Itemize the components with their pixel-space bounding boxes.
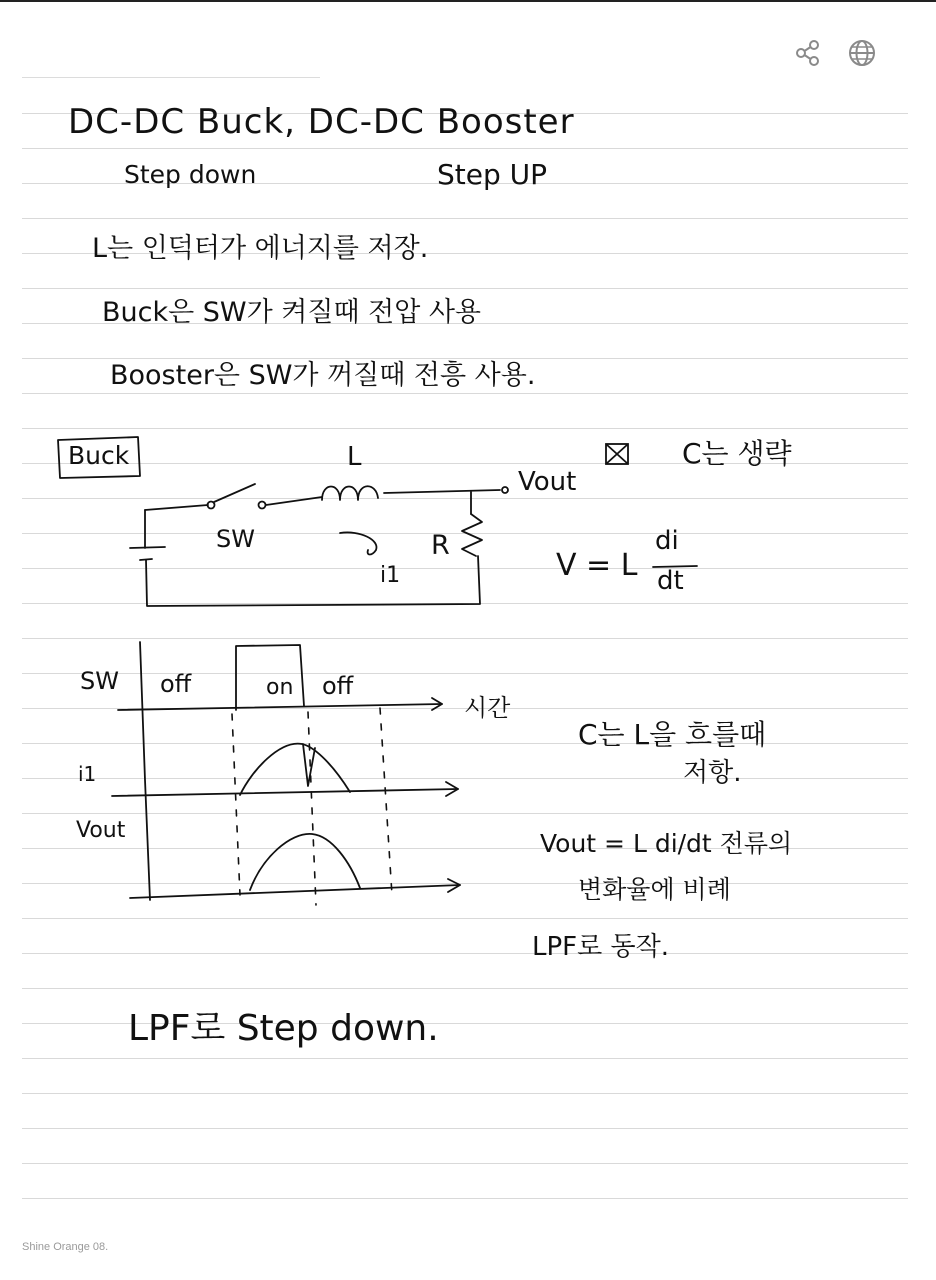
checkbox-cross [606,444,628,464]
vout-label: Vout [518,467,577,497]
switch-blade [214,484,255,502]
timing-off-1: off [160,670,192,698]
dashed-guide-2 [308,712,316,905]
note-proportional: 변화율에 비례 [578,875,731,904]
switch-contact-2 [259,502,266,509]
note-lpf: LPF로 동작. [532,932,669,962]
inductor-coil [322,486,378,500]
current-axis [112,789,458,796]
dashed-guide-3 [380,708,392,895]
equation-numerator: di [655,526,679,556]
equation-denominator: dt [657,566,684,596]
ground-line-1 [130,547,165,548]
vout-terminal [502,487,508,493]
note-resistance: 저항. [683,758,742,788]
line-inductor-energy: L는 인덕터가 에너지를 저장. [92,233,429,264]
wire-left-top [145,505,208,510]
dashed-guide-1 [232,714,240,895]
timing-on: on [266,675,294,700]
wire-right-top [384,490,500,493]
resistor-zigzag [462,514,482,556]
vout-axis [130,885,460,898]
timing-current-label: i1 [78,762,97,786]
note-c-flow: C는 L을 흐를때 [578,718,767,751]
line-buck-booster: DC-DC Buck, DC-DC Booster [68,102,575,142]
inductor-label: L [347,442,362,472]
switch-label: SW [216,525,255,553]
current-label: i1 [380,563,401,588]
timing-off-2: off [322,672,354,700]
time-axis-sw [118,704,442,710]
equation-v: V = L [556,548,638,583]
line-step-down: Step down [124,160,257,189]
vertical-axis [140,642,150,900]
line-buck-sw: Buck은 SW가 켜질때 전압 사용 [102,297,482,328]
line-booster-sw: Booster은 SW가 꺼질때 전흥 사용. [110,360,536,391]
line-step-up: Step UP [437,158,548,191]
timing-sw-label: SW [80,667,119,695]
vout-waveform [250,834,360,890]
timing-vout-label: Vout [76,818,126,843]
resistor-label: R [431,530,450,561]
conclusion-lpf-step-down: LPF로 Step down. [128,1008,439,1049]
timing-time-label: 시간 [464,694,511,722]
wire-to-inductor [266,497,322,505]
note-c-omitted: C는 생략 [682,437,792,470]
current-waveform [240,744,350,795]
buck-label: Buck [68,441,130,470]
ground-line-2 [140,559,152,560]
footer-caption: Shine Orange 08. [22,1241,109,1253]
wire-bottom-loop [146,556,480,606]
note-vout-equation: Vout = L di/dt 전류의 [540,829,793,858]
current-arrow [340,532,377,554]
